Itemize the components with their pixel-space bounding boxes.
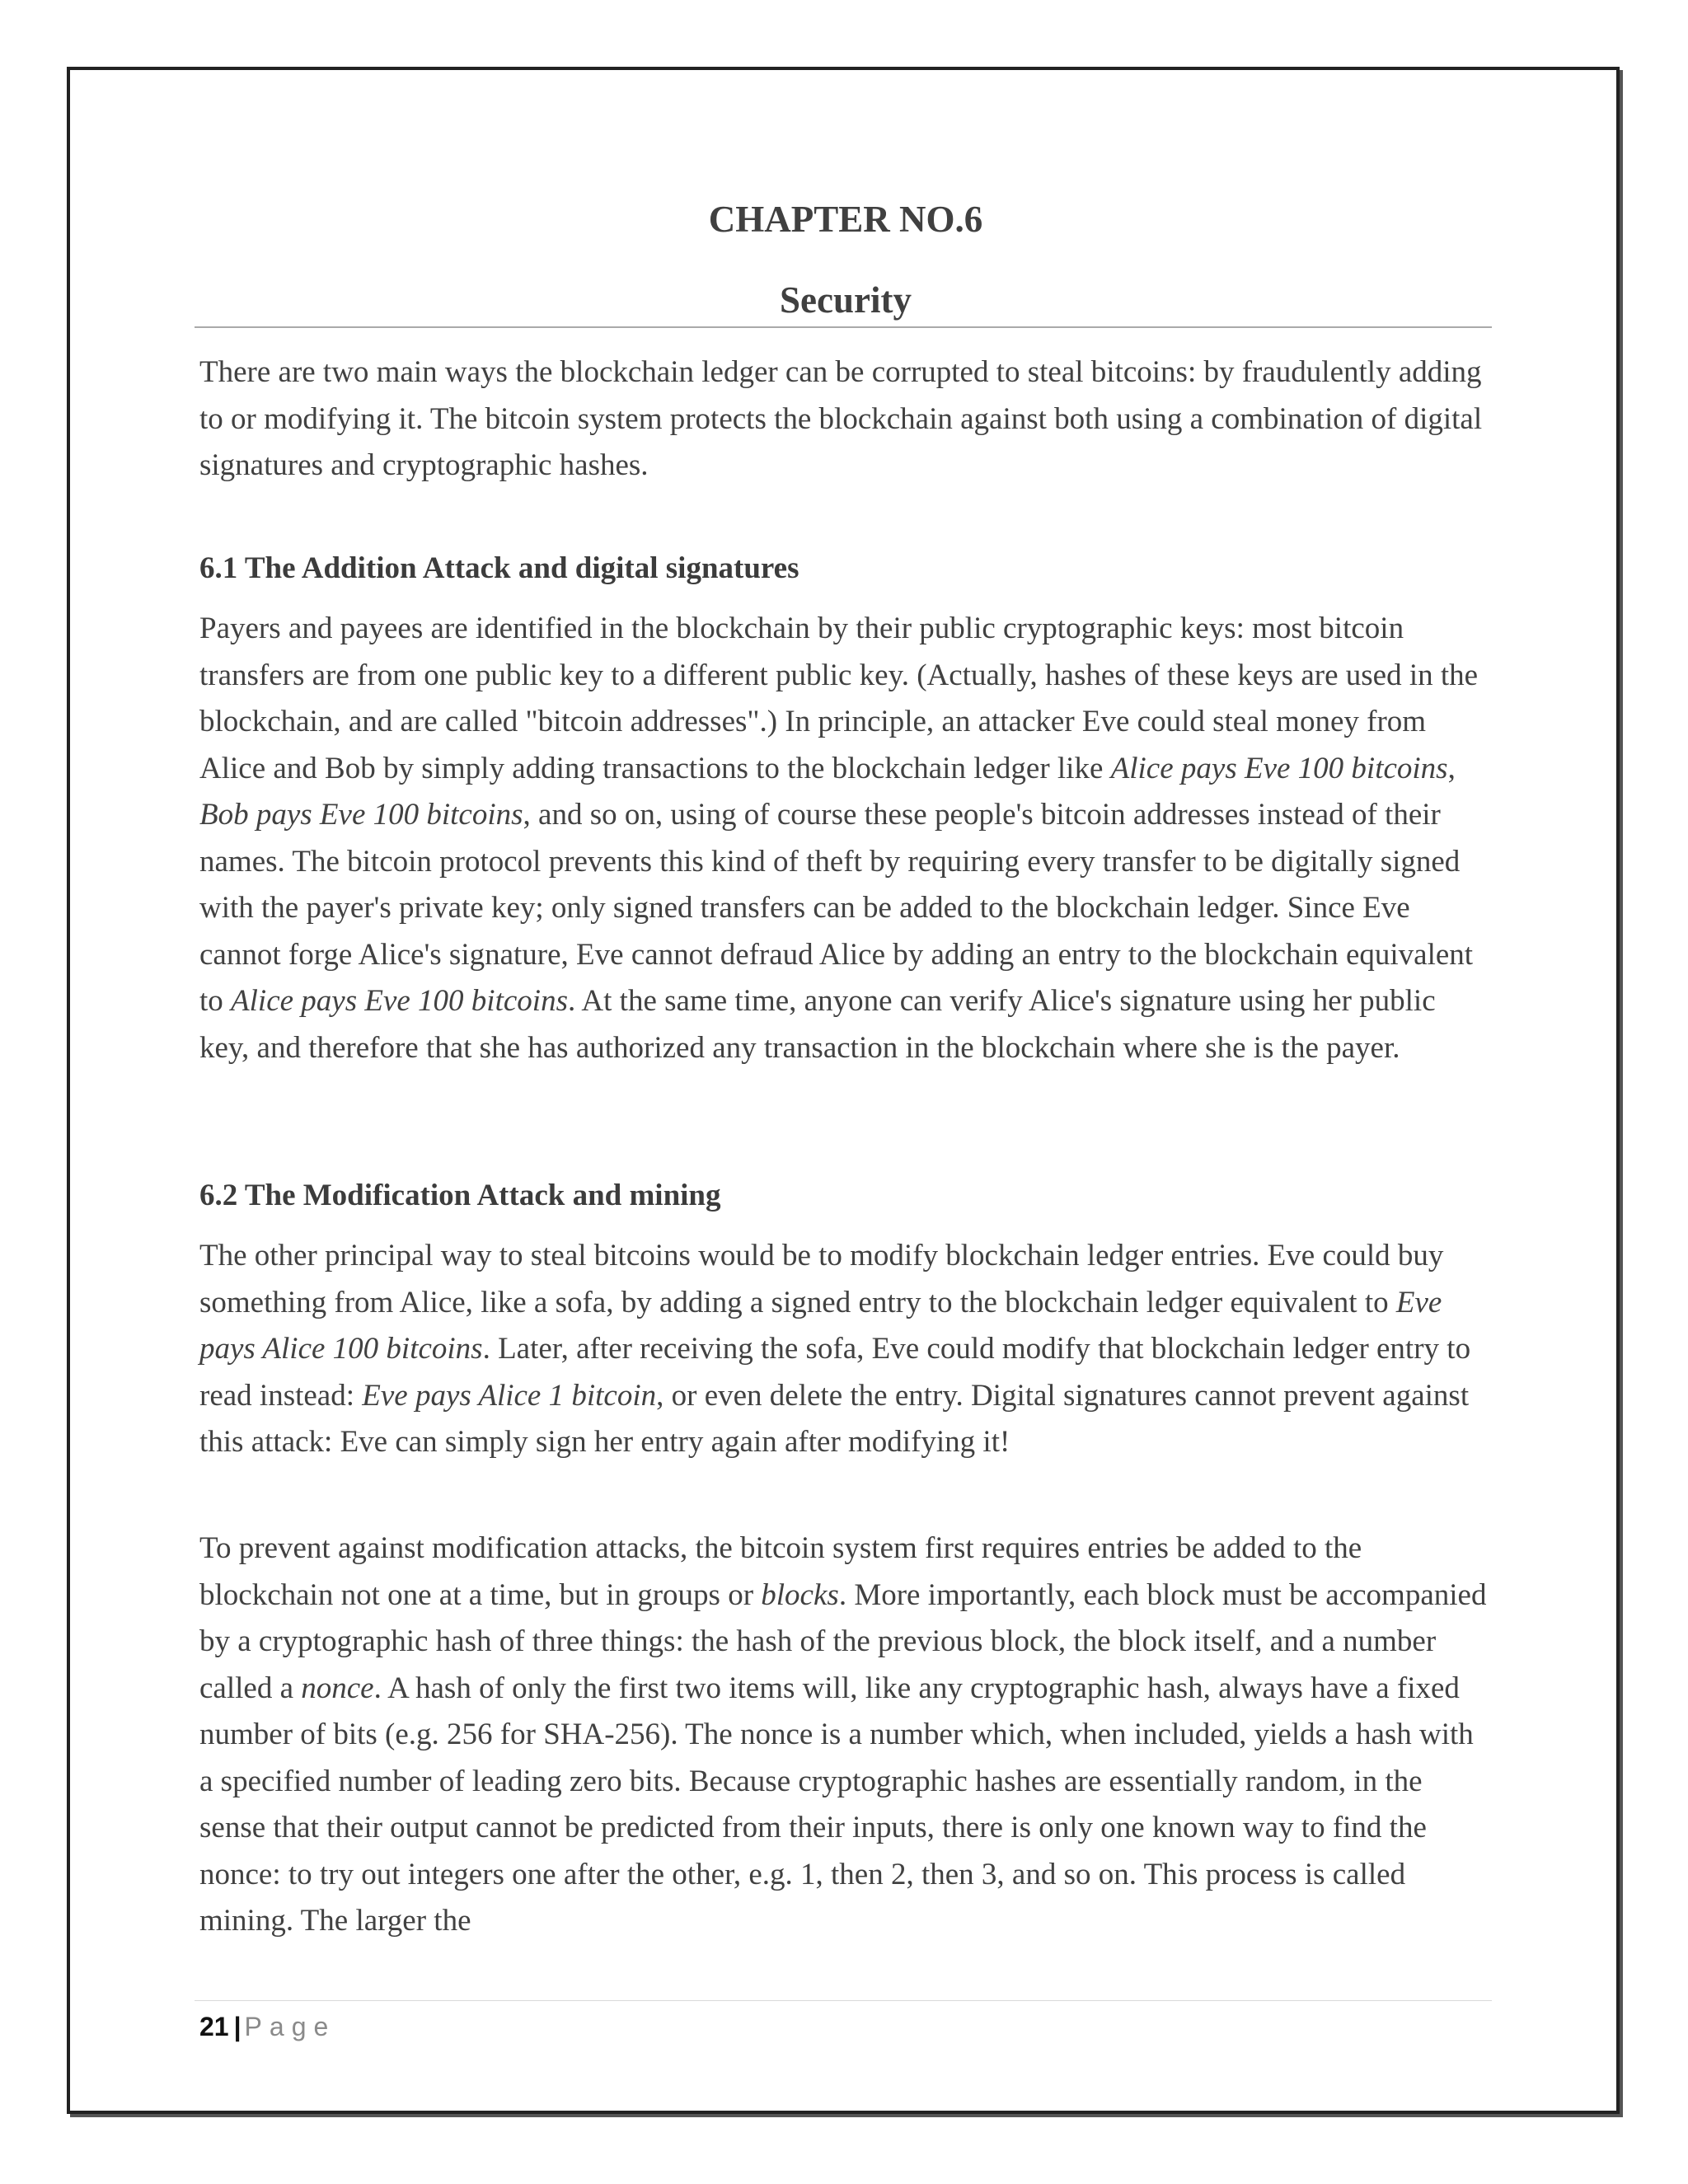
italic-example: Alice pays Eve 100 bitcoins xyxy=(1110,751,1448,785)
text-run: . More importantly, each block must be accompanied by a cryptographic hash of three things: the hash of the previous block, the block itself, and a number called a xyxy=(199,1577,1487,1705)
chapter-label: CHAPTER NO.6 xyxy=(708,199,983,240)
italic-term: nonce xyxy=(301,1671,374,1705)
italic-example: Eve pays Alice 1 bitcoin xyxy=(362,1378,657,1413)
text-run: The other principal way to steal bitcoins would be to modify blockchain ledger entries. Eve could buy something from Alice, like a sofa, by adding a signed entry to the blockchain ledger equivalent to xyxy=(199,1239,1444,1319)
title-divider xyxy=(195,326,1492,328)
text-run: . Later, after receiving the sofa, Eve could modify that blockchain ledger entry to read instead: xyxy=(199,1332,1471,1413)
intro-paragraph: There are two main ways the blockchain ledger can be corrupted to steal bitcoins: by fraudulently adding to or modifying it. The bitcoin system protects the blockchain against both using a combination of digital signatures and cryptographic hashes. xyxy=(199,355,1483,482)
text-run: , xyxy=(1447,751,1456,785)
section-6-2-paragraph-2 xyxy=(199,1526,1492,1945)
text-run: Payers and payees are identified in the blockchain by their public cryptographic keys: most bitcoin transfers are from one public key to a different public key. (Actually, hashes of these keys are used in the blockchain, and are called "bitcoin addresses".) In principle, an attacker Eve could steal money from Alice and Bob by simply adding transactions to the blockchain ledger like xyxy=(199,612,1479,785)
text-run: , and so on, using of course these people's bitcoin addresses instead of their names. The bitcoin protocol prevents this kind of theft by requiring every transfer to be digitally signed with the payer's private key; only signed transfers can be added to the blockchain ledger. Since Eve cannot forge Alice's signature, Eve cannot defraud Alice by adding an entry to the blockchain equivalent to xyxy=(199,798,1474,1018)
footer-separator: | xyxy=(233,2012,241,2041)
page-number: 21 xyxy=(199,2012,229,2041)
section-6-1-heading: 6.1 The Addition Attack and digital signatures xyxy=(199,551,799,585)
footer-divider xyxy=(195,2000,1492,2001)
section-6-1-paragraph xyxy=(199,606,1492,1071)
section-6-2-heading: 6.2 The Modification Attack and mining xyxy=(199,1179,721,1212)
section-6-2-paragraph-1 xyxy=(199,1233,1492,1466)
text-run: . A hash of only the first two items will, like any cryptographic hash, always have a fixed number of bits (e.g. 256 for SHA-256). The nonce is a number which, when included, yields a hash with a specified number of leading zero bits. Because cryptographic hashes are essentially random, in the sense that their output cannot be predicted from their inputs, there is only one known way to find the nonce: to try out integers one after the other, e.g. 1, then 2, then 3, and so on. This process is called mining. The larger the xyxy=(199,1671,1474,1938)
page-label: Page xyxy=(244,2012,336,2041)
page-footer xyxy=(199,2006,335,2047)
italic-example: Bob pays Eve 100 bitcoins xyxy=(199,798,523,832)
italic-example: Eve pays Alice 100 bitcoins xyxy=(199,1285,1442,1366)
italic-term: blocks xyxy=(761,1577,839,1612)
italic-example: Alice pays Eve 100 bitcoins xyxy=(231,984,568,1018)
text-run: . At the same time, anyone can verify Alice's signature using her public key, and therefore that she has authorized any transaction in the blockchain where she is the payer. xyxy=(199,984,1436,1065)
chapter-title: Security xyxy=(780,279,912,321)
text-run: , or even delete the entry. Digital signatures cannot prevent against this attack: Eve can simply sign her entry again after modifying it! xyxy=(199,1378,1470,1459)
text-run: To prevent against modification attacks, the bitcoin system first requires entries be added to the blockchain not one at a time, but in groups or xyxy=(199,1531,1362,1612)
